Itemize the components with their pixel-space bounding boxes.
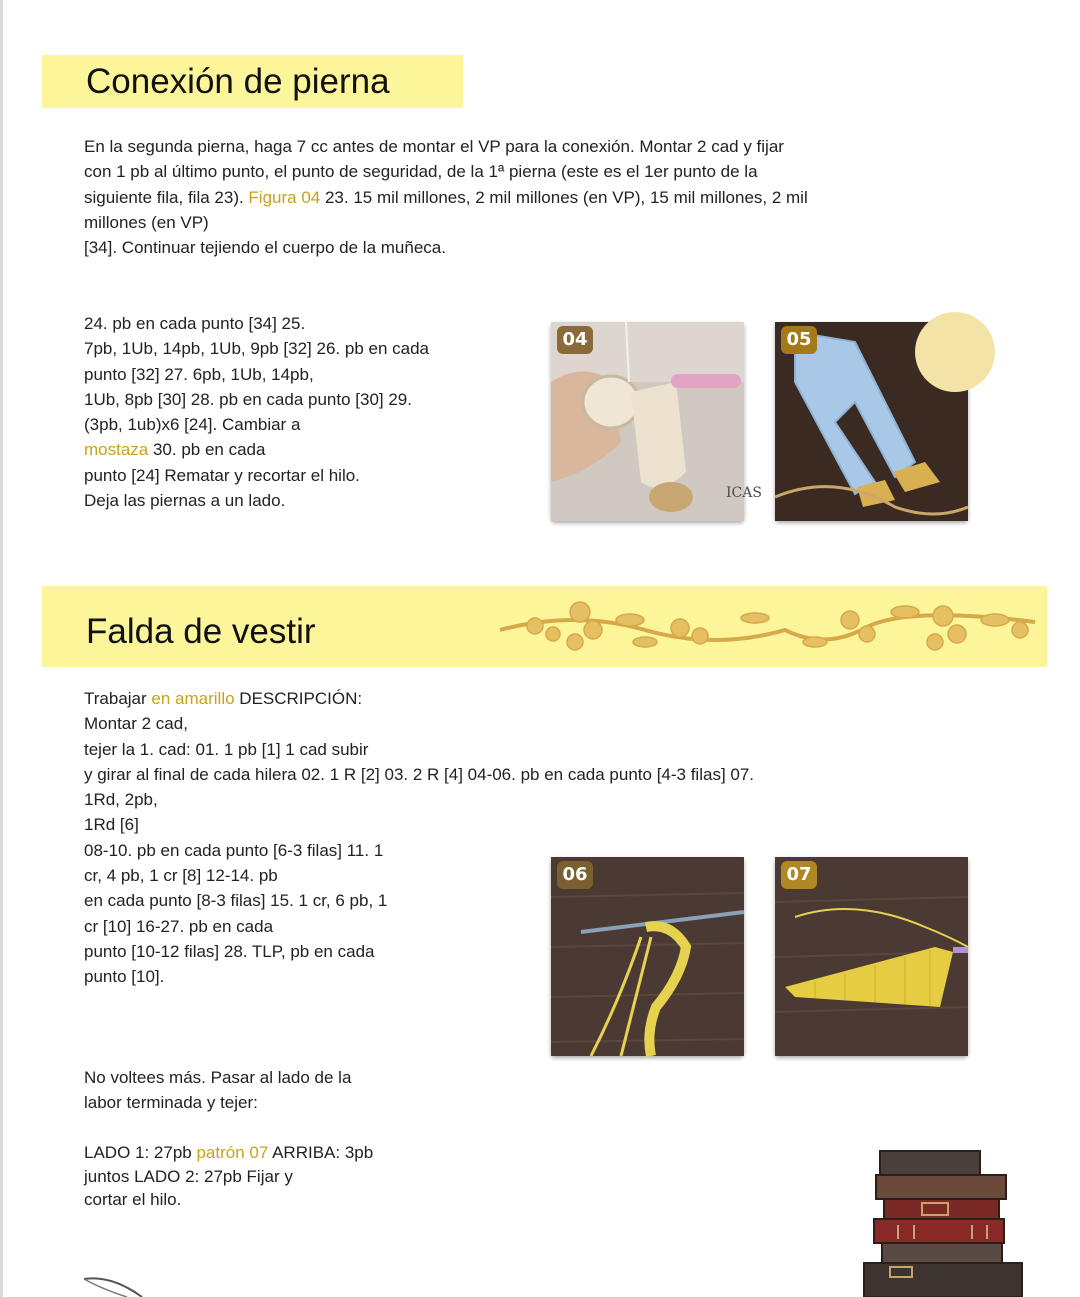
- sides-line: cortar el hilo.: [84, 1190, 182, 1209]
- sides-text: ARRIBA: 3pb: [268, 1143, 374, 1162]
- skirt-line: cr [10] 16-27. pb en cada: [84, 916, 274, 936]
- leg-row-line: (3pb, 1ub)x6 [24]. Cambiar a: [84, 415, 301, 435]
- section-skirt-title: Falda de vestir: [86, 612, 316, 651]
- leg-row-line: Deja las piernas a un lado.: [84, 491, 286, 511]
- skirt-line: tejer la 1. cad: 01. 1 pb [1] 1 cad subir: [84, 739, 369, 759]
- leg-intro-line: [84, 185, 808, 210]
- photo-04-badge: 04: [557, 326, 593, 354]
- amarillo-color-link[interactable]: en amarillo: [151, 689, 235, 708]
- leg-row-line: punto [32] 27. 6pb, 1Ub, 14pb,: [84, 364, 314, 384]
- skirt-line: 1Rd, 2pb,: [84, 790, 158, 810]
- leg-intro-line: millones (en VP): [84, 212, 209, 232]
- skirt-line: punto [10].: [84, 967, 165, 987]
- leg-intro-paragraph: [84, 134, 808, 260]
- leg-row-line: [84, 437, 429, 462]
- book-stack-icon: [862, 1145, 1027, 1297]
- photo-06-badge: 06: [557, 861, 593, 889]
- patron-07-link[interactable]: patrón 07: [196, 1143, 269, 1162]
- skirt-line: [84, 686, 754, 711]
- leg-row-line: 24. pb en cada punto [34] 25.: [84, 314, 306, 333]
- skirt-line: en cada punto [8-3 filas] 15. 1 cr, 6 pb, 1: [84, 891, 388, 911]
- svg-text:ICAS: ICAS: [726, 485, 762, 501]
- leg-intro-text: 23. 15 mil millones, 2 mil millones (en VP), 15 mil millones, 2 mil: [320, 187, 808, 207]
- sides-line: juntos LADO 2: 27pb Fijar y: [84, 1166, 293, 1186]
- photo-04: [551, 322, 762, 521]
- figure-04-link[interactable]: Figura 04: [248, 187, 321, 207]
- no-turn-line: labor terminada y tejer:: [84, 1093, 258, 1113]
- leg-intro-text: siguiente fila, fila 23).: [84, 187, 249, 207]
- leg-row-line: punto [24] Rematar y recortar el hilo.: [84, 465, 360, 485]
- floral-vine-ornament: [495, 590, 1040, 666]
- leg-intro-line: [34]. Continuar tejiendo el cuerpo de la muñeca.: [84, 238, 446, 258]
- leg-intro-line: En la segunda pierna, haga 7 cc antes de montar el VP para la conexión. Montar 2 cad y fijar: [84, 137, 784, 156]
- photo-05-badge: 05: [781, 326, 817, 354]
- sides-text: LADO 1: 27pb: [84, 1143, 197, 1162]
- skirt-line: cr, 4 pb, 1 cr [8] 12-14. pb: [84, 866, 278, 886]
- skirt-line: y girar al final de cada hilera 02. 1 R [2] 03. 2 R [4] 04-06. pb en cada punto [4-3 filas] 07.: [84, 764, 755, 784]
- skirt-line: punto [10-12 filas] 28. TLP, pb en cada: [84, 941, 375, 961]
- leg-intro-line: con 1 pb al último punto, el punto de seguridad, de la 1ª pierna (este es el 1er punto de la: [84, 162, 758, 182]
- skirt-line: 1Rd [6]: [84, 815, 139, 835]
- leg-row-line: 7pb, 1Ub, 14pb, 1Ub, 9pb [32] 26. pb en cada: [84, 339, 429, 359]
- leg-rows-paragraph: [84, 311, 429, 513]
- section-leg-title: Conexión de pierna: [86, 62, 390, 101]
- mostaza-color-link[interactable]: mostaza: [84, 440, 149, 460]
- leaf-ornament: [82, 1275, 152, 1297]
- sides-paragraph: [84, 1141, 373, 1212]
- skirt-line: Montar 2 cad,: [84, 714, 188, 734]
- photo-07-badge: 07: [781, 861, 817, 889]
- photo-05: [775, 322, 968, 521]
- photo-07: [775, 857, 968, 1056]
- no-turn-line: No voltees más. Pasar al lado de la: [84, 1068, 352, 1087]
- page-left-border: [0, 0, 3, 1297]
- leg-row-line: 1Ub, 8pb [30] 28. pb en cada punto [30] 29.: [84, 389, 412, 409]
- no-turn-paragraph: [84, 1065, 351, 1116]
- sides-line: [84, 1141, 373, 1165]
- leg-row-text: 30. pb en cada: [148, 440, 266, 460]
- skirt-line: 08-10. pb en cada punto [6-3 filas] 11. 1: [84, 840, 384, 860]
- skirt-text: Trabajar: [84, 689, 152, 708]
- photo-06: [551, 857, 744, 1056]
- skirt-text: DESCRIPCIÓN:: [234, 689, 363, 708]
